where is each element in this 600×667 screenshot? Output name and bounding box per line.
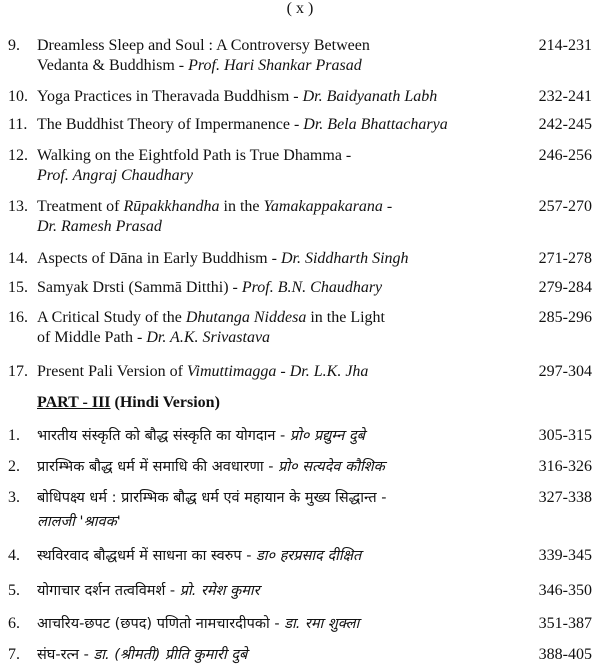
entry-title (37, 362, 507, 382)
entry-title (37, 36, 507, 76)
entry-pages: 214-231 (538, 37, 592, 54)
entry-title-text: संघ-रत्न - (37, 647, 94, 663)
entry-author: डा. रमा शुक्ला (284, 616, 360, 632)
part-subtitle: (Hindi Version) (110, 394, 220, 411)
entry-number: 3. (8, 489, 20, 506)
entry-title-text: Present Pali Version of (37, 363, 187, 380)
entry-author: Dr. Ramesh Prasad (37, 218, 162, 235)
entry-author: Prof. Hari Shankar Prasad (188, 57, 362, 74)
entry-title-text: - (382, 198, 393, 215)
entry-pages: 388-405 (538, 646, 592, 663)
entry-title (37, 87, 507, 107)
entry-number: 13. (8, 198, 28, 215)
entry-title (37, 488, 507, 532)
entry-title (37, 197, 507, 237)
entry-author: Dr. Bela Bhattacharya (303, 116, 448, 133)
entry-pages: 346-350 (538, 582, 592, 599)
part-label: PART - III (37, 394, 111, 411)
entry-title-text: in the (219, 198, 264, 215)
entry-number: 10. (8, 88, 28, 105)
entry-title (37, 249, 507, 269)
entry-pages: 305-315 (538, 427, 592, 444)
entry-author: Dr. A.K. Srivastava (146, 329, 271, 346)
page-number: ( x ) (286, 0, 314, 17)
entry-number: 9. (8, 37, 20, 54)
entry-pages: 271-278 (538, 250, 592, 267)
entry-title-line: बोधिपक्ष्य धर्म : प्रारम्भिक बौद्ध धर्म एवं महायान के मुख्य सिद्धान्त - (37, 490, 387, 506)
entry-title-text: Treatment of (37, 198, 124, 215)
entry-title (37, 457, 507, 477)
entry-title (37, 146, 507, 186)
entry-title (37, 645, 507, 665)
entry-number: 6. (8, 615, 20, 632)
entry-author: लालजी 'श्रावक' (37, 514, 121, 530)
entry-title-line: Dreamless Sleep and Soul : A Controversy Between (37, 37, 370, 54)
entry-author: प्रो० प्रद्युम्न दुबे (289, 428, 365, 444)
entry-title (37, 278, 507, 298)
entry-number: 7. (8, 646, 20, 663)
entry-author: Dr. Siddharth Singh (280, 250, 409, 267)
entry-author: Dr. L.K. Jha (289, 363, 369, 380)
entry-title-line: Walking on the Eightfold Path is True Dhamma - (37, 147, 352, 164)
entry-title-italic: Vimuttimagga (186, 363, 277, 380)
entry-title-text: Aspects of Dāna in Early Buddhism - (37, 250, 281, 267)
entry-number: 5. (8, 582, 20, 599)
entry-author: प्रो० सत्यदेव कौशिक (278, 459, 385, 475)
entry-pages: 316-326 (538, 458, 592, 475)
entry-number: 14. (8, 250, 28, 267)
entry-title-text: प्रारम्भिक बौद्ध धर्म में समाधि की अवधारणा - (37, 459, 279, 475)
entry-author: प्रो. रमेश कुमार (179, 583, 260, 599)
entry-title-text: Samyak Drsti (Sammā Ditthi) - (37, 279, 242, 296)
entry-title (37, 546, 507, 566)
entry-title-italic: Yamakappakarana (263, 198, 383, 215)
entry-author: Prof. B.N. Chaudhary (241, 279, 383, 296)
entry-title-text: - (276, 363, 290, 380)
entry-author: डा. (श्रीमती) प्रीति कुमारी दुबे (93, 647, 248, 663)
entry-title-text: स्थविरवाद बौद्धधर्म में साधना का स्वरुप - (37, 548, 257, 564)
entry-title (37, 614, 507, 634)
entry-pages: 285-296 (538, 309, 592, 326)
entry-pages: 279-284 (538, 279, 592, 296)
entry-number: 16. (8, 309, 28, 326)
entry-title-text: A Critical Study of the (37, 309, 186, 326)
entry-title-text: The Buddhist Theory of Impermanence - (37, 116, 304, 133)
entry-title-italic: Dhutanga Niddesa (185, 309, 307, 326)
part-heading (37, 393, 220, 413)
entry-title (37, 115, 507, 135)
entry-title (37, 308, 507, 348)
entry-number: 12. (8, 147, 28, 164)
entry-title-text: in the Light (306, 309, 385, 326)
entry-number: 4. (8, 547, 20, 564)
entry-title-italic: Rūpakkhandha (123, 198, 220, 215)
entry-number: 17. (8, 363, 28, 380)
entry-pages: 242-245 (538, 116, 592, 133)
entry-title (37, 426, 507, 446)
entry-number: 2. (8, 458, 20, 475)
entry-title-text: योगाचार दर्शन तत्वविमर्श - (37, 583, 180, 599)
entry-author: Dr. Baidyanath Labh (302, 88, 438, 105)
entry-pages: 232-241 (538, 88, 592, 105)
entry-pages: 257-270 (538, 198, 592, 215)
entry-author: Prof. Angraj Chaudhary (37, 167, 194, 184)
entry-title-text: भारतीय संस्कृति को बौद्ध संस्कृति का योगदान - (37, 428, 290, 444)
entry-number: 11. (8, 116, 28, 133)
entry-number: 15. (8, 279, 28, 296)
entry-pages: 327-338 (538, 489, 592, 506)
entry-title-text: आचरिय-छपट (छपद) पणितो नामचारदीपको - (37, 616, 285, 632)
entry-number: 1. (8, 427, 20, 444)
entry-title (37, 581, 507, 601)
entry-pages: 246-256 (538, 147, 592, 164)
entry-title-text: Vedanta & Buddhism - (37, 57, 189, 74)
entry-pages: 297-304 (538, 363, 592, 380)
entry-title-text: of Middle Path - (37, 329, 147, 346)
entry-author: डा० हरप्रसाद दीक्षित (256, 548, 362, 564)
entry-pages: 339-345 (538, 547, 592, 564)
entry-title-text: Yoga Practices in Theravada Buddhism - (37, 88, 303, 105)
entry-pages: 351-387 (538, 615, 592, 632)
